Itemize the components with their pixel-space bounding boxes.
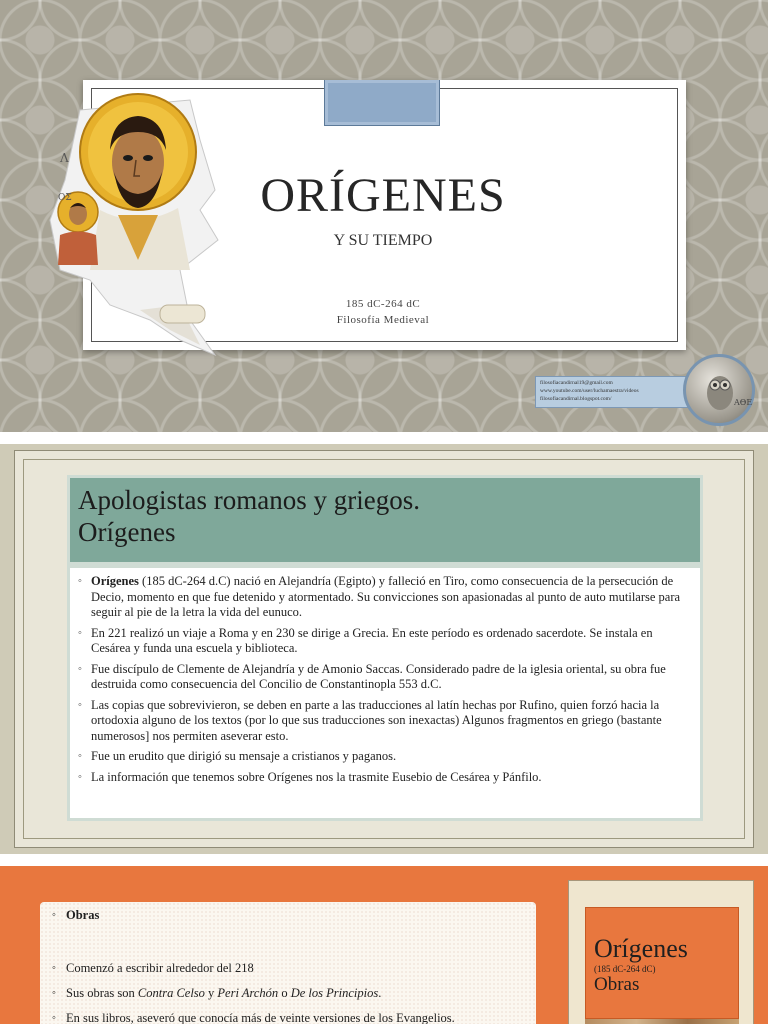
list-item: ◦ Comenzó a escribir alrededor del 218 <box>52 961 524 976</box>
heading-line-1: Apologistas romanos y griegos. <box>78 485 420 515</box>
works-notes <box>40 902 536 1024</box>
title-tab-decoration <box>324 80 440 126</box>
page-subtitle: Y SU TIEMPO <box>333 232 433 249</box>
date-range: 185 dC-264 dC <box>345 298 421 310</box>
text: o <box>278 986 291 1000</box>
text: . <box>378 986 382 1000</box>
text: y <box>204 986 218 1000</box>
contact-box <box>535 376 690 408</box>
works-card-subtitle: Obras <box>594 974 640 995</box>
works-card-title: Orígenes <box>594 934 688 963</box>
origen-icon-image <box>40 80 260 380</box>
list-item <box>52 986 524 1001</box>
list-item: ◦ En 221 realizó un viaje a Roma y en 230 se dirige a Grecia. En este período es ordenado sacerdote. Se instala en Cesárea y funda una escuela y biblioteca. <box>78 626 690 657</box>
works-heading: Obras <box>66 908 100 922</box>
contact-blog: filosofiacandirnal.blogspot.com/ <box>540 396 612 402</box>
biography-slide <box>0 444 768 854</box>
list-item: ◦ En sus libros, aseveró que conocía más de veinte versiones de los Evangelios. <box>52 1011 524 1024</box>
list-item: ◦ La información que tenemos sobre Orígenes nos la trasmite Eusebio de Cesárea y Pánfilo. <box>78 770 690 786</box>
bold-name: Orígenes <box>91 574 139 588</box>
bullet-list-box <box>67 565 703 821</box>
owl-coin-image <box>683 354 755 426</box>
contact-youtube: www.youtube.com/user/luchamaestra/videos <box>540 388 639 394</box>
svg-text:Λ: Λ <box>60 151 69 165</box>
svg-text:ΑΘΕ: ΑΘΕ <box>734 398 752 407</box>
page-title: ORÍGENES <box>260 169 506 222</box>
decorative-image-strip <box>585 1019 739 1024</box>
heading-line-2: Orígenes <box>78 517 176 547</box>
svg-text:ΟΣ: ΟΣ <box>58 193 72 203</box>
works-card-date: (185 dC-264 dC) <box>594 964 656 974</box>
list-item <box>78 574 690 621</box>
slide-heading <box>67 475 703 565</box>
works-title-card <box>568 880 754 1024</box>
list-item: ◦ Fue un erudito que dirigió su mensaje a cristianos y paganos. <box>78 749 690 765</box>
works-slide <box>0 866 768 1024</box>
title-slide <box>0 0 768 432</box>
work-title: De los Principios <box>290 986 379 1000</box>
slide-frame <box>14 450 754 848</box>
list-item <box>52 908 524 923</box>
list-item: ◦ Fue discípulo de Clemente de Alejandría y de Amonio Saccas. Considerado padre de la iglesia oriental, su obra fue destruida como consecuencia del Concilio de Constantinopla 553 d.C. <box>78 662 690 693</box>
bullet-text: (185 dC-264 d.C) nació en Alejandría (Egipto) y falleció en Tiro, como consecuencia de la persecución de Decio, momento en que fue detenido y atormentado. Su convicciones son apasionadas al punto de auto mutilarse para seguir al pie de la letra la vida del eunuco. <box>91 574 681 619</box>
work-title: Peri Archón <box>217 986 279 1000</box>
contact-email: filosofiacandirnal19@gmail.com <box>540 380 613 386</box>
text: Sus obras son <box>66 986 138 1000</box>
course-name: Filosofía Medieval <box>336 314 430 326</box>
works-title-box <box>585 907 739 1019</box>
list-item: ◦ Las copias que sobrevivieron, se deben en parte a las traducciones al latín hechas por Rufino, quien forzó hacia la ortodoxia alguno de los textos (por lo que sus traducciones son inexactas) Algunos fragmentos en griego (bastante numerosos] nos permiten aseverar esto. <box>78 698 690 745</box>
work-title: Contra Celso <box>137 986 205 1000</box>
